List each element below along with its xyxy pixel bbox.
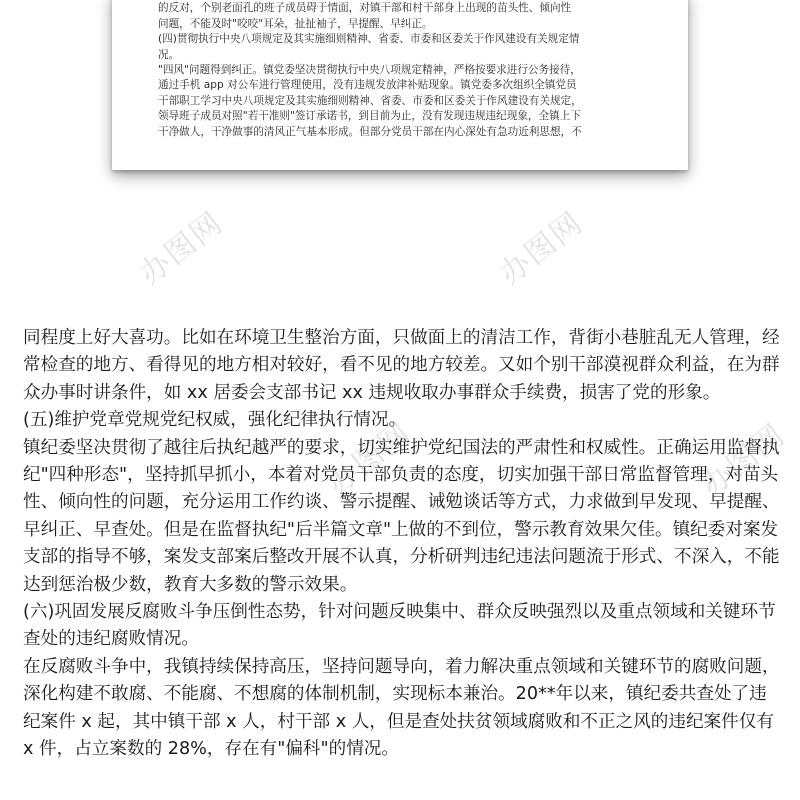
preview-line: 领导班子成员对照"若干准则"签订承诺书，到目前为止，没有发现违规违纪现象，全镇上下 xyxy=(158,110,581,123)
body-paragraph: 镇纪委坚决贯彻了越往后执纪越严的要求，切实维护党纪国法的严肃性和权威性。正确运用监督执纪"四种形态"，坚持抓早抓小，本着对党员干部负责的态度，切实加强干部日常监督管理，对苗头性、倾向性的问题，充分运用工作约谈、警示提醒、诫勉谈话等方式，力求做到早发现、早提醒、早纠正、早查处。但是在监督执纪"后半篇文章"上做的不到位，警示教育效果欠佳。镇纪委对案发支部的指导不够，案发支部案后整改开展不认真，分析研判违纪违法问题流于形式、不深入，不能达到惩治极少数，教育大多数的警示效果。 xyxy=(23,437,780,595)
preview-line: 干净做人，干净做事的清风正气基本形成。但部分党员干部在内心深处有急功近利思想，不 xyxy=(158,125,582,138)
preview-line: 通过手机 app 对公车进行管理使用，没有违规发放津补贴现象。镇党委多次组织全镇党员 xyxy=(158,79,577,92)
watermark: 办图网 xyxy=(492,205,591,292)
preview-area xyxy=(0,0,800,305)
document-body xyxy=(23,325,783,764)
preview-line: 况。 xyxy=(158,48,180,61)
watermark: 办图网 xyxy=(320,415,419,502)
preview-line: (四)贯彻执行中央八项规定及其实施细则精神、省委、市委和区委关于作风建设有关规定情 xyxy=(158,33,580,46)
preview-line: 干部职工学习中央八项规定及其实施细则精神、省委、市委和区委关于作风建设有关规定， xyxy=(158,94,582,107)
preview-line: 的反对，个别老面孔的班子成员碍于情面，对镇干部和村干部身上出现的苗头性、倾向性 xyxy=(158,2,572,15)
body-paragraph: 同程度上好大喜功。比如在环境卫生整治方面，只做面上的清洁工作，背街小巷脏乱无人管理，经常检查的地方、看得见的地方相对较好，看不见的地方较差。又如个别干部漠视群众利益，在为群众办事时讲条件，如 xx 居委会支部书记 xx 违规收取办事群众手续费，损害了党的形象。 xyxy=(23,328,780,403)
watermark: 办图网 xyxy=(132,205,231,292)
preview-line: 问题，不能及时"咬咬"耳朵，扯扯袖子，早提醒、早纠正。 xyxy=(158,17,433,30)
preview-text xyxy=(158,0,652,140)
document-preview-page xyxy=(112,0,688,170)
body-paragraph: 在反腐败斗争中，我镇持续保持高压，坚持问题导向，着力解决重点领域和关键环节的腐败问题，深化构建不敢腐、不能腐、不想腐的体制机制，实现标本兼治。20**年以来，镇纪委共查处了违纪案件 x 起，其中镇干部 x 人，村干部 x 人，但是查处扶贫领域腐败和不正之风的违纪案件仅有 x 件，占立案数的 28%，存在有"偏科"的情况。 xyxy=(23,656,780,760)
section-heading: (六)巩固发展反腐败斗争压倒性态势，针对问题反映集中、群众反映强烈以及重点领域和关键环节查处的违纪腐败情况。 xyxy=(23,602,776,650)
section-heading: (五)维护党章党规党纪权威，强化纪律执行情况。 xyxy=(23,410,407,431)
preview-line: "四风"问题得到纠正。镇党委坚决贯彻执行中央八项规定精神，严格按要求进行公务接待， xyxy=(158,64,581,77)
watermark: 办图网 xyxy=(694,417,793,504)
